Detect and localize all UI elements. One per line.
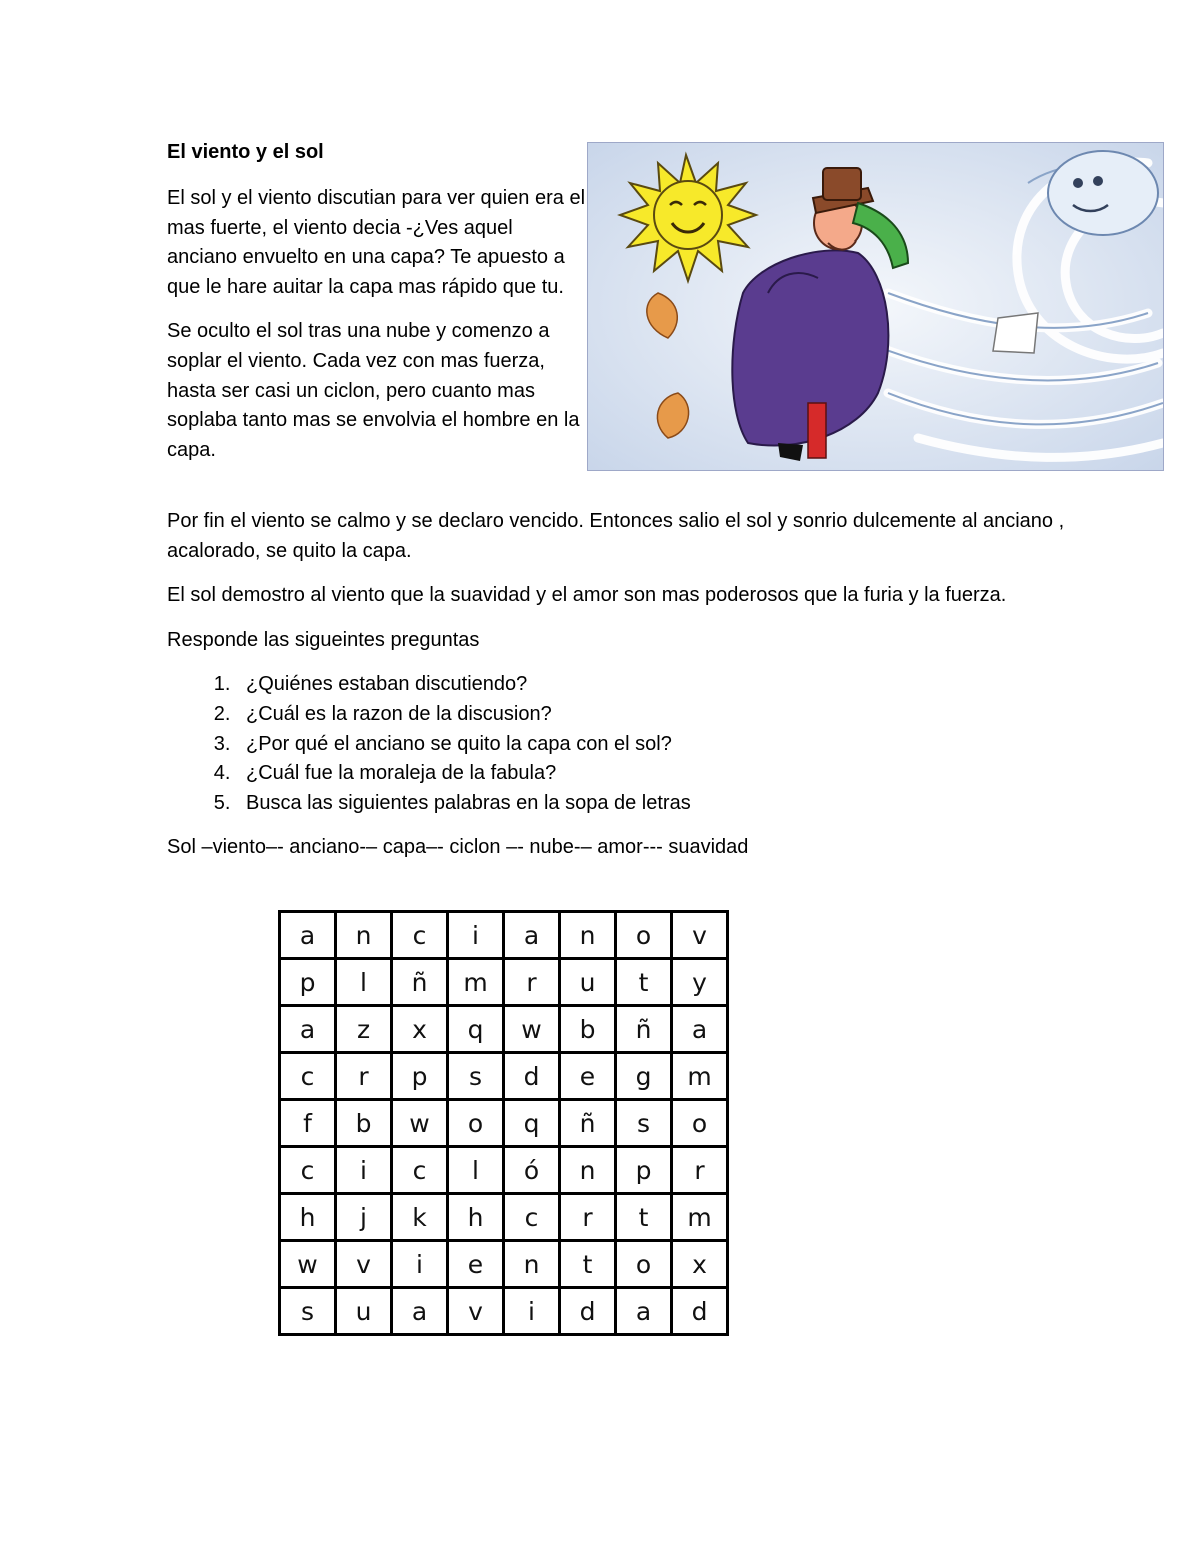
grid-row bbox=[280, 1241, 728, 1288]
grid-cell: n bbox=[336, 912, 392, 959]
grid-cell: a bbox=[280, 912, 336, 959]
grid-cell: q bbox=[504, 1100, 560, 1147]
word-list: Sol –viento–- anciano-– capa–- ciclon –- nube-– amor--- suavidad bbox=[167, 836, 749, 859]
paragraph-2: Se oculto el sol tras una nube y comenzo a soplar el viento. Cada vez con mas fuerza, hasta ser casi un ciclon, pero cuanto mas soplaba tanto mas se envolvia el hombre en la capa. bbox=[167, 320, 580, 461]
grid-cell: v bbox=[448, 1288, 504, 1335]
continuation-text bbox=[167, 507, 1067, 878]
grid-cell: x bbox=[672, 1241, 728, 1288]
grid-cell: q bbox=[448, 1006, 504, 1053]
paragraph-3: Por fin el viento se calmo y se declaro vencido. Entonces salio el sol y sonrio dulcemente al anciano , acalorado, se quito la capa. bbox=[167, 510, 1065, 562]
grid-row bbox=[280, 912, 728, 959]
grid-cell: w bbox=[504, 1006, 560, 1053]
grid-cell: c bbox=[504, 1194, 560, 1241]
grid-cell: h bbox=[448, 1194, 504, 1241]
grid-cell: z bbox=[336, 1006, 392, 1053]
grid-cell: a bbox=[280, 1006, 336, 1053]
grid-cell: k bbox=[392, 1194, 448, 1241]
word-search-body bbox=[280, 912, 728, 1335]
question-item: 5. Busca las siguientes palabras en la sopa de letras bbox=[236, 789, 1067, 819]
grid-row bbox=[280, 1053, 728, 1100]
questions-intro: Responde las sigueintes preguntas bbox=[167, 628, 480, 651]
wind-face bbox=[1048, 151, 1158, 235]
grid-cell: a bbox=[504, 912, 560, 959]
grid-cell: f bbox=[280, 1100, 336, 1147]
grid-cell: a bbox=[616, 1288, 672, 1335]
grid-cell: r bbox=[672, 1147, 728, 1194]
grid-row bbox=[280, 959, 728, 1006]
grid-cell: s bbox=[616, 1100, 672, 1147]
grid-cell: d bbox=[504, 1053, 560, 1100]
grid-cell: v bbox=[336, 1241, 392, 1288]
grid-cell: u bbox=[336, 1288, 392, 1335]
grid-cell: p bbox=[392, 1053, 448, 1100]
grid-cell: p bbox=[280, 959, 336, 1006]
document-title: El viento y el sol bbox=[167, 141, 324, 163]
grid-cell: ñ bbox=[392, 959, 448, 1006]
grid-cell: e bbox=[448, 1241, 504, 1288]
grid-cell: ñ bbox=[616, 1006, 672, 1053]
grid-cell: s bbox=[448, 1053, 504, 1100]
grid-cell: i bbox=[504, 1288, 560, 1335]
grid-cell: l bbox=[448, 1147, 504, 1194]
grid-cell: t bbox=[616, 1194, 672, 1241]
grid-row bbox=[280, 1194, 728, 1241]
grid-cell: i bbox=[448, 912, 504, 959]
grid-row bbox=[280, 1100, 728, 1147]
grid-cell: a bbox=[672, 1006, 728, 1053]
grid-cell: t bbox=[560, 1241, 616, 1288]
grid-cell: e bbox=[560, 1053, 616, 1100]
paragraph-4: El sol demostro al viento que la suavidad y el amor son mas poderosos que la furia y la fuerza. bbox=[167, 584, 1007, 607]
grid-cell: n bbox=[560, 1147, 616, 1194]
grid-cell: c bbox=[392, 1147, 448, 1194]
grid-cell: i bbox=[336, 1147, 392, 1194]
grid-cell: o bbox=[672, 1100, 728, 1147]
grid-cell: ó bbox=[504, 1147, 560, 1194]
illustration-svg bbox=[588, 143, 1163, 470]
grid-cell: u bbox=[560, 959, 616, 1006]
grid-cell: d bbox=[560, 1288, 616, 1335]
grid-cell: j bbox=[336, 1194, 392, 1241]
grid-cell: n bbox=[504, 1241, 560, 1288]
fable-illustration bbox=[587, 142, 1164, 471]
grid-cell: l bbox=[336, 959, 392, 1006]
grid-cell: h bbox=[280, 1194, 336, 1241]
grid-cell: i bbox=[392, 1241, 448, 1288]
grid-cell: x bbox=[392, 1006, 448, 1053]
grid-cell: g bbox=[616, 1053, 672, 1100]
question-item: 1. ¿Quiénes estaban discutiendo? bbox=[236, 670, 1067, 700]
grid-cell: d bbox=[672, 1288, 728, 1335]
grid-cell: m bbox=[672, 1194, 728, 1241]
grid-cell: o bbox=[616, 1241, 672, 1288]
grid-cell: p bbox=[616, 1147, 672, 1194]
grid-cell: s bbox=[280, 1288, 336, 1335]
grid-cell: b bbox=[560, 1006, 616, 1053]
question-item: 2. ¿Cuál es la razon de la discusion? bbox=[236, 700, 1067, 730]
grid-cell: o bbox=[616, 912, 672, 959]
paragraph-1: El sol y el viento discutian para ver quien era el mas fuerte, el viento decia -¿Ves aquel anciano envuelto en una capa? Te apuesto a que le hare auitar la capa mas rápido que tu. bbox=[167, 187, 586, 298]
question-item: 3. ¿Por qué el anciano se quito la capa con el sol? bbox=[236, 730, 1067, 760]
grid-cell: y bbox=[672, 959, 728, 1006]
grid-cell: b bbox=[336, 1100, 392, 1147]
word-search-grid bbox=[278, 910, 729, 1336]
grid-cell: c bbox=[280, 1147, 336, 1194]
grid-cell: w bbox=[392, 1100, 448, 1147]
grid-cell: w bbox=[280, 1241, 336, 1288]
grid-cell: m bbox=[448, 959, 504, 1006]
grid-cell: a bbox=[392, 1288, 448, 1335]
grid-cell: t bbox=[616, 959, 672, 1006]
intro-column bbox=[167, 184, 587, 480]
grid-row bbox=[280, 1288, 728, 1335]
flying-paper bbox=[993, 313, 1038, 353]
grid-cell: v bbox=[672, 912, 728, 959]
grid-cell: r bbox=[504, 959, 560, 1006]
grid-cell: r bbox=[560, 1194, 616, 1241]
grid-cell: n bbox=[560, 912, 616, 959]
question-item: 4. ¿Cuál fue la moraleja de la fabula? bbox=[236, 759, 1067, 789]
grid-cell: o bbox=[448, 1100, 504, 1147]
grid-cell: c bbox=[392, 912, 448, 959]
grid-cell: r bbox=[336, 1053, 392, 1100]
grid-cell: m bbox=[672, 1053, 728, 1100]
grid-row bbox=[280, 1147, 728, 1194]
questions-list bbox=[167, 670, 1067, 818]
grid-cell: c bbox=[280, 1053, 336, 1100]
grid-row bbox=[280, 1006, 728, 1053]
grid-cell: ñ bbox=[560, 1100, 616, 1147]
